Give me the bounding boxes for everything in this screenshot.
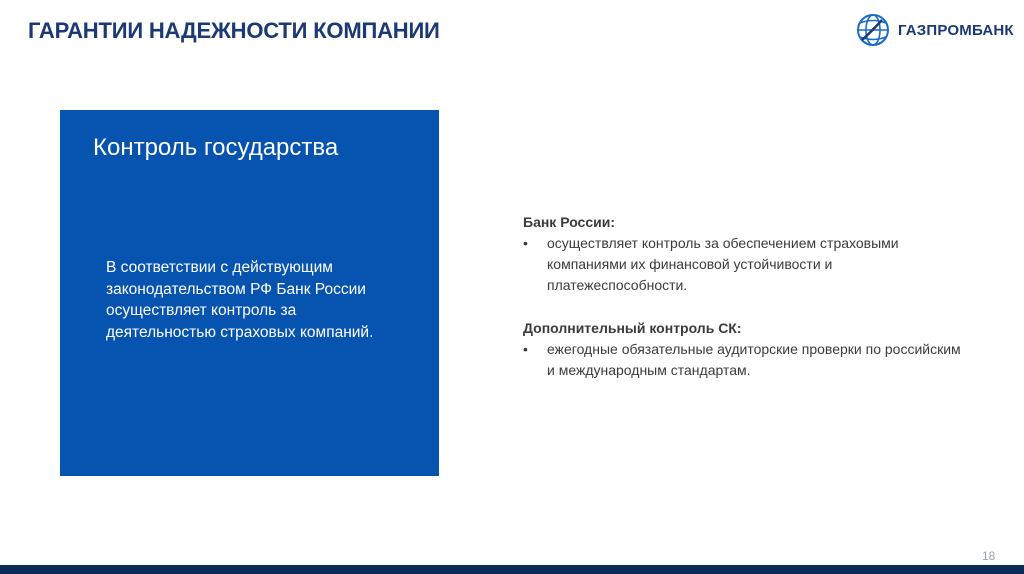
logo-text: ГАЗПРОМБАНК bbox=[898, 21, 1014, 39]
state-control-panel bbox=[60, 110, 439, 476]
additional-control-bullet-text: ежегодные обязательные аудиторские проверки по российским и международным стандартам. bbox=[547, 341, 961, 378]
info-section bbox=[523, 212, 963, 381]
footer-bar bbox=[0, 565, 1024, 574]
list-item bbox=[523, 233, 963, 296]
bullet-marker: • bbox=[523, 341, 528, 357]
globe-logo-icon bbox=[856, 13, 890, 47]
brand-logo bbox=[856, 13, 1014, 47]
bank-of-russia-bullet-text: осуществляет контроль за обеспечением страховыми компаниями их финансовой устойчивости и платежеспособности. bbox=[547, 235, 899, 293]
page-title: ГАРАНТИИ НАДЕЖНОСТИ КОМПАНИИ bbox=[28, 18, 440, 43]
bank-of-russia-heading: Банк России: bbox=[523, 214, 616, 230]
panel-heading: Контроль государства bbox=[93, 134, 339, 161]
page-number: 18 bbox=[982, 549, 996, 563]
panel-body-text: В соответствии с действующим законодательством РФ Банк России осуществляет контроль за деятельностью страховых компаний. bbox=[106, 259, 374, 341]
additional-control-heading: Дополнительный контроль СК: bbox=[523, 320, 742, 336]
list-item bbox=[523, 339, 963, 381]
bullet-marker: • bbox=[523, 235, 528, 251]
